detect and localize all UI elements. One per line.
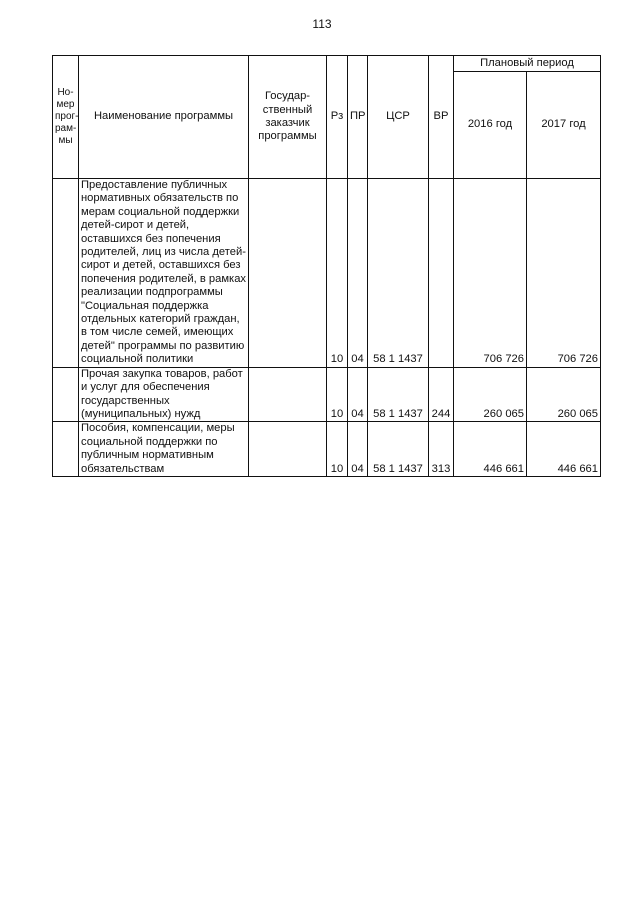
pr-cell: 04 (348, 422, 368, 477)
row-number-cell (53, 179, 79, 368)
csr-cell: 58 1 1437 (368, 367, 429, 422)
rz-cell: 10 (327, 422, 348, 477)
amount-2017-cell: 446 661 (527, 422, 601, 477)
amount-2017-cell: 706 726 (527, 179, 601, 368)
rz-cell: 10 (327, 179, 348, 368)
pr-cell: 04 (348, 367, 368, 422)
table-row (53, 179, 601, 368)
customer-cell (249, 367, 327, 422)
amount-2016-cell: 446 661 (454, 422, 527, 477)
header-program-name: Наименование программы (79, 56, 249, 179)
row-number-cell (53, 367, 79, 422)
header-state-customer: Государ- ственный заказчик программы (249, 56, 327, 179)
header-year-2016: 2016 год (454, 72, 527, 179)
header-year-2017: 2017 год (527, 72, 601, 179)
header-vr: ВР (429, 56, 454, 179)
page-number: 113 (312, 17, 332, 31)
header-rz: Рз (327, 56, 348, 179)
program-name-cell: Предоставление публичных нормативных обязательств по мерам социальной поддержки детей-сирот и детей, оставшихся без попечения родителей, лиц из числа детей-сирот и детей, оставшихся без попечения родителей, в рамках реализации подпрограммы "Социальная поддержка отдельных категорий граждан, в том числе семей, имеющих детей" программы по развитию социальной политики (79, 179, 249, 368)
vr-cell: 313 (429, 422, 454, 477)
rz-cell: 10 (327, 367, 348, 422)
amount-2016-cell: 260 065 (454, 367, 527, 422)
vr-cell (429, 179, 454, 368)
header-csr: ЦСР (368, 56, 429, 179)
header-planned-period: Плановый период (454, 56, 601, 72)
program-name-cell: Прочая закупка товаров, работ и услуг для обеспечения государственных (муниципальных) нужд (79, 367, 249, 422)
header-row-top (53, 56, 601, 72)
header-program-number: Но- мер прог- рам- мы (53, 56, 79, 179)
csr-cell: 58 1 1437 (368, 179, 429, 368)
csr-cell: 58 1 1437 (368, 422, 429, 477)
row-number-cell (53, 422, 79, 477)
budget-table (52, 55, 601, 477)
vr-cell: 244 (429, 367, 454, 422)
amount-2017-cell: 260 065 (527, 367, 601, 422)
table-row (53, 422, 601, 477)
amount-2016-cell: 706 726 (454, 179, 527, 368)
pr-cell: 04 (348, 179, 368, 368)
table-row (53, 367, 601, 422)
customer-cell (249, 422, 327, 477)
header-pr: ПР (348, 56, 368, 179)
program-name-cell: Пособия, компенсации, меры социальной поддержки по публичным нормативным обязательствам (79, 422, 249, 477)
customer-cell (249, 179, 327, 368)
